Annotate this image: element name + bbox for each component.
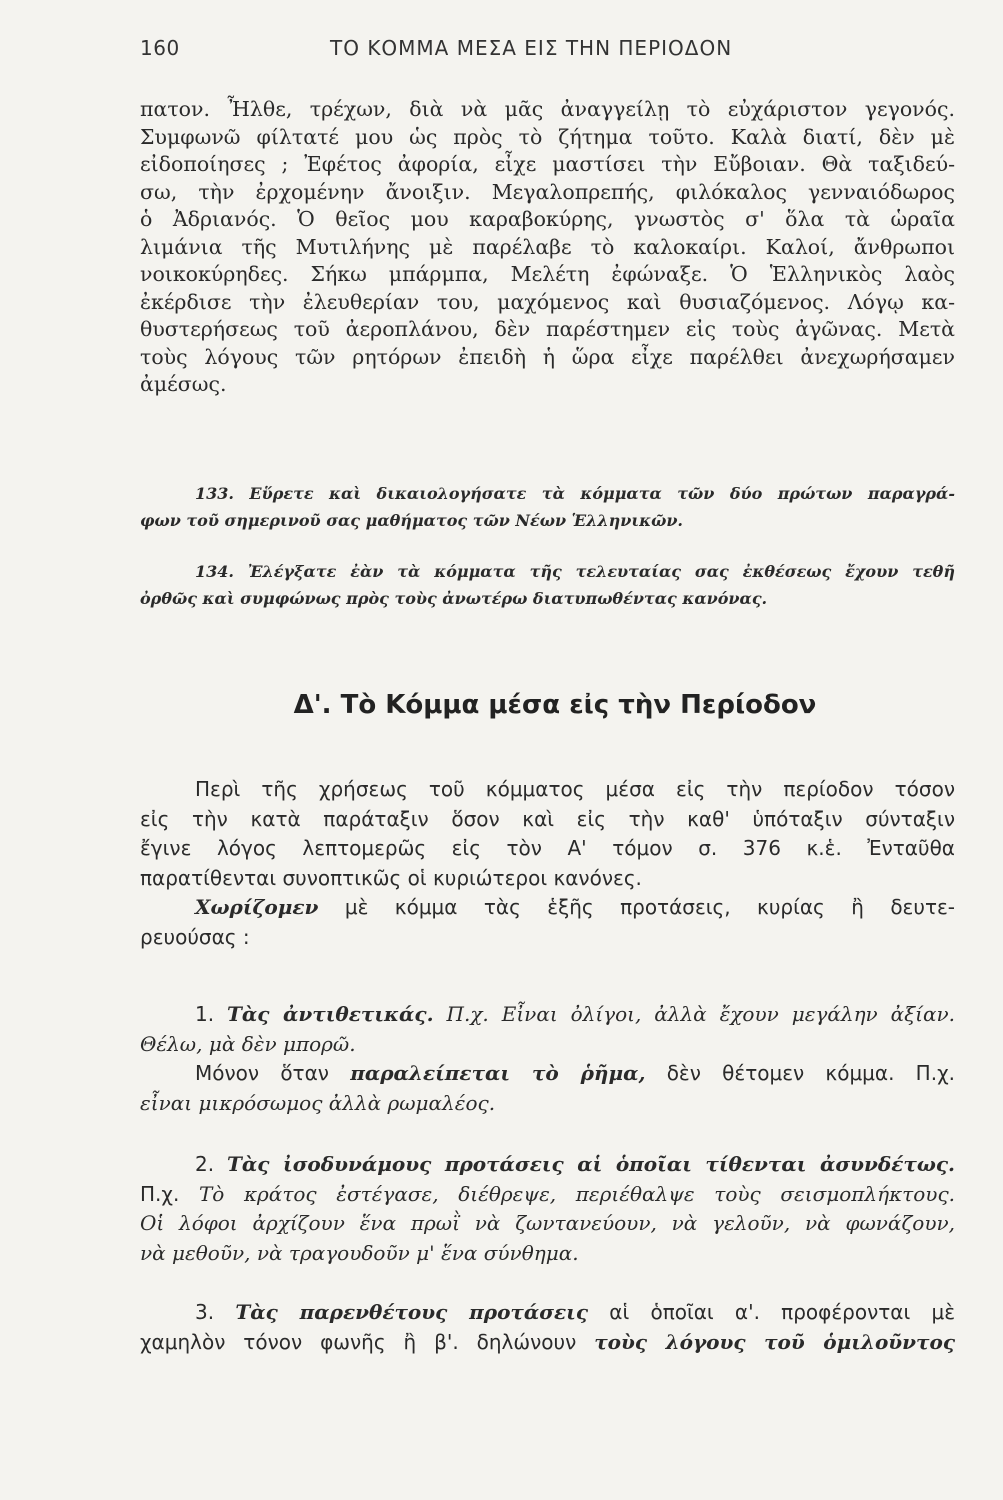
example-label: Π.χ.	[446, 1002, 489, 1026]
text-line: Συμφωνῶ φίλτατέ μου ὡς πρὸς τὸ ζήτημα τοῦτο. Καλὰ διατί, δὲν μὲ	[140, 124, 955, 149]
exercise-number: 133.	[195, 484, 234, 503]
item-number: 3.	[195, 1300, 215, 1324]
item-text: χαμηλὸν τόνον φωνῆς ἢ β'. δηλώνουν	[140, 1329, 577, 1354]
text-line: παρατίθενται συνοπτικῶς οἱ κυριώτεροι κανόνες.	[140, 865, 642, 890]
text-line: εἰδοποίησες ; Ἐφέτος ἀφορία, εἶχε μαστίσει τὴν Εὔβοιαν. Θὰ ταξιδεύ-	[140, 152, 955, 176]
rule-line	[140, 893, 955, 923]
item-number: 2.	[195, 1152, 215, 1176]
exercise-line: φων τοῦ σημερινοῦ σας μαθήματος τῶν Νέων Ἑλληνικῶν.	[140, 511, 683, 530]
text-line: ἔγινε λόγος λεπτομερῶς εἰς τὸν Α' τόμον σ. 376 κ.ἑ. Ἐνταῦθα	[140, 836, 955, 860]
text-line: πατον. Ἦλθε, τρέχων, διὰ νὰ μᾶς ἀναγγείλῃ τὸ εὐχάριστον γεγονός.	[140, 97, 955, 121]
exercise-133	[140, 480, 955, 534]
exercise-line: ὀρθῶς καὶ συμφώνως πρὸς τοὺς ἀνωτέρω διατυπωθέντας κανόνας.	[140, 589, 768, 608]
exercise-text: Εὕρετε καὶ δικαιολογήσατε τὰ κόμματα τῶν δύο πρώτων παραγρά-	[249, 484, 955, 503]
item-rule: Τὰς παρενθέτους προτάσεις	[235, 1300, 589, 1324]
rule-item-1	[140, 1000, 955, 1118]
rule-keyword: Χωρίζομεν	[195, 895, 319, 919]
continued-paragraph	[140, 96, 955, 399]
page-number: 160	[140, 36, 180, 60]
item-number: 1.	[195, 1002, 215, 1026]
item-emphasis: τοὺς λόγους τοῦ ὁμιλοῦντος	[594, 1329, 956, 1354]
item-note	[140, 1059, 955, 1089]
exercise-134	[140, 558, 955, 612]
text-line: ὁ Ἀδριανός. Ὁ θεῖος μου καραβοκύρης, γνωστὸς σ' ὅλα τὰ ὡραῖα	[140, 207, 955, 231]
rule-text: μὲ κόμμα τὰς ἑξῆς προτάσεις, κυρίας ἢ δευτε-	[344, 895, 956, 919]
example-text: Θέλω, μὰ δὲν μπορῶ.	[140, 1031, 356, 1056]
example-text: Τὸ κράτος ἐστέγασε, διέθρεψε, περιέθαλψε τοὺς σεισμοπλήκτους.	[198, 1181, 956, 1206]
text-line: ἐκέρδισε τὴν ἐλευθερίαν του, μαχόμενος καὶ θυσιαζόμενος. Λόγῳ κα-	[140, 289, 955, 314]
example-text: Οἱ λόφοι ἀρχίζουν ἕνα πρωῒ νὰ ζωντανεύουν, νὰ γελοῦν, νὰ φωνάζουν,	[140, 1211, 955, 1235]
running-title: ΤΟ ΚΟΜΜΑ ΜΕΣΑ ΕΙΣ ΤΗΝ ΠΕΡΙΟΔΟΝ	[330, 36, 733, 60]
example-label: Π.χ.	[140, 1181, 180, 1206]
rule-item-2	[140, 1150, 955, 1268]
item-rule: Τὰς ἰσοδυνάμους προτάσεις αἱ ὁποῖαι τίθενται ἀσυνδέτως.	[227, 1152, 956, 1176]
example-text: Εἶναι ὀλίγοι, ἀλλὰ ἔχουν μεγάλην ἀξίαν.	[501, 1002, 956, 1026]
item-line	[140, 1150, 955, 1180]
text-line: ἀμέσως.	[140, 372, 227, 396]
example-text: νὰ μεθοῦν, νὰ τραγουδοῦν μ' ἕνα σύνθημα.	[140, 1240, 579, 1265]
text-line: σω, τὴν ἐρχομένην ἄνοιξιν. Μεγαλοπρεπής, φιλόκαλος γενναιόδωρος	[140, 179, 955, 204]
rule-item-3	[140, 1298, 955, 1357]
item-line	[140, 1328, 955, 1358]
text-line: λιμάνια τῆς Μυτιλήνης μὲ παρέλαβε τὸ καλοκαίρι. Καλοί, ἄνθρωποι	[140, 234, 955, 259]
intro-paragraph	[140, 775, 955, 952]
text-line: Περὶ τῆς χρήσεως τοῦ κόμματος μέσα εἰς τὴν περίοδον τόσον	[195, 777, 955, 801]
text-line: νοικοκύρηδες. Σήκω μπάρμπα, Μελέτη ἐφώναξε. Ὁ Ἑλληνικὸς λαὸς	[140, 262, 955, 286]
note-text: Μόνον ὅταν	[195, 1061, 329, 1085]
exercise-number: 134.	[195, 562, 234, 581]
note-text: δὲν θέτομεν κόμμα. Π.χ.	[666, 1061, 955, 1085]
exercise-line	[140, 558, 955, 585]
section-heading: Δ'. Τὸ Κόμμα μέσα εἰς τὴν Περίοδον	[293, 690, 817, 720]
example-line	[140, 1180, 955, 1210]
exercise-text: Ἐλέγξατε ἐὰν τὰ κόμματα τῆς τελευταίας σας ἐκθέσεως ἔχουν τεθῆ	[247, 562, 955, 581]
example-text: εἶναι μικρόσωμος ἀλλὰ ρωμαλέος.	[140, 1090, 496, 1115]
note-emphasis: παραλείπεται τὸ ῥῆμα,	[350, 1061, 646, 1085]
text-line: εἰς τὴν κατὰ παράταξιν ὅσον καὶ εἰς τὴν καθ' ὑπόταξιν σύνταξιν	[140, 806, 955, 831]
exercise-line	[140, 480, 955, 507]
item-line	[140, 1000, 955, 1030]
running-header	[140, 30, 780, 60]
text-line: τοὺς λόγους τῶν ρητόρων ἐπειδὴ ἡ ὥρα εἶχε παρέλθει ἀνεχωρήσαμεν	[140, 344, 955, 369]
text-line: θυστερήσεως τοῦ ἀεροπλάνου, δὲν παρέστημεν εἰς τοὺς ἀγῶνας. Μετὰ	[140, 317, 955, 341]
item-rule: Τὰς ἀντιθετικάς.	[227, 1002, 434, 1026]
item-text: αἱ ὁποῖαι α'. προφέρονται μὲ	[609, 1300, 956, 1324]
text-line: ρευούσας :	[140, 924, 250, 949]
item-line	[140, 1298, 955, 1328]
